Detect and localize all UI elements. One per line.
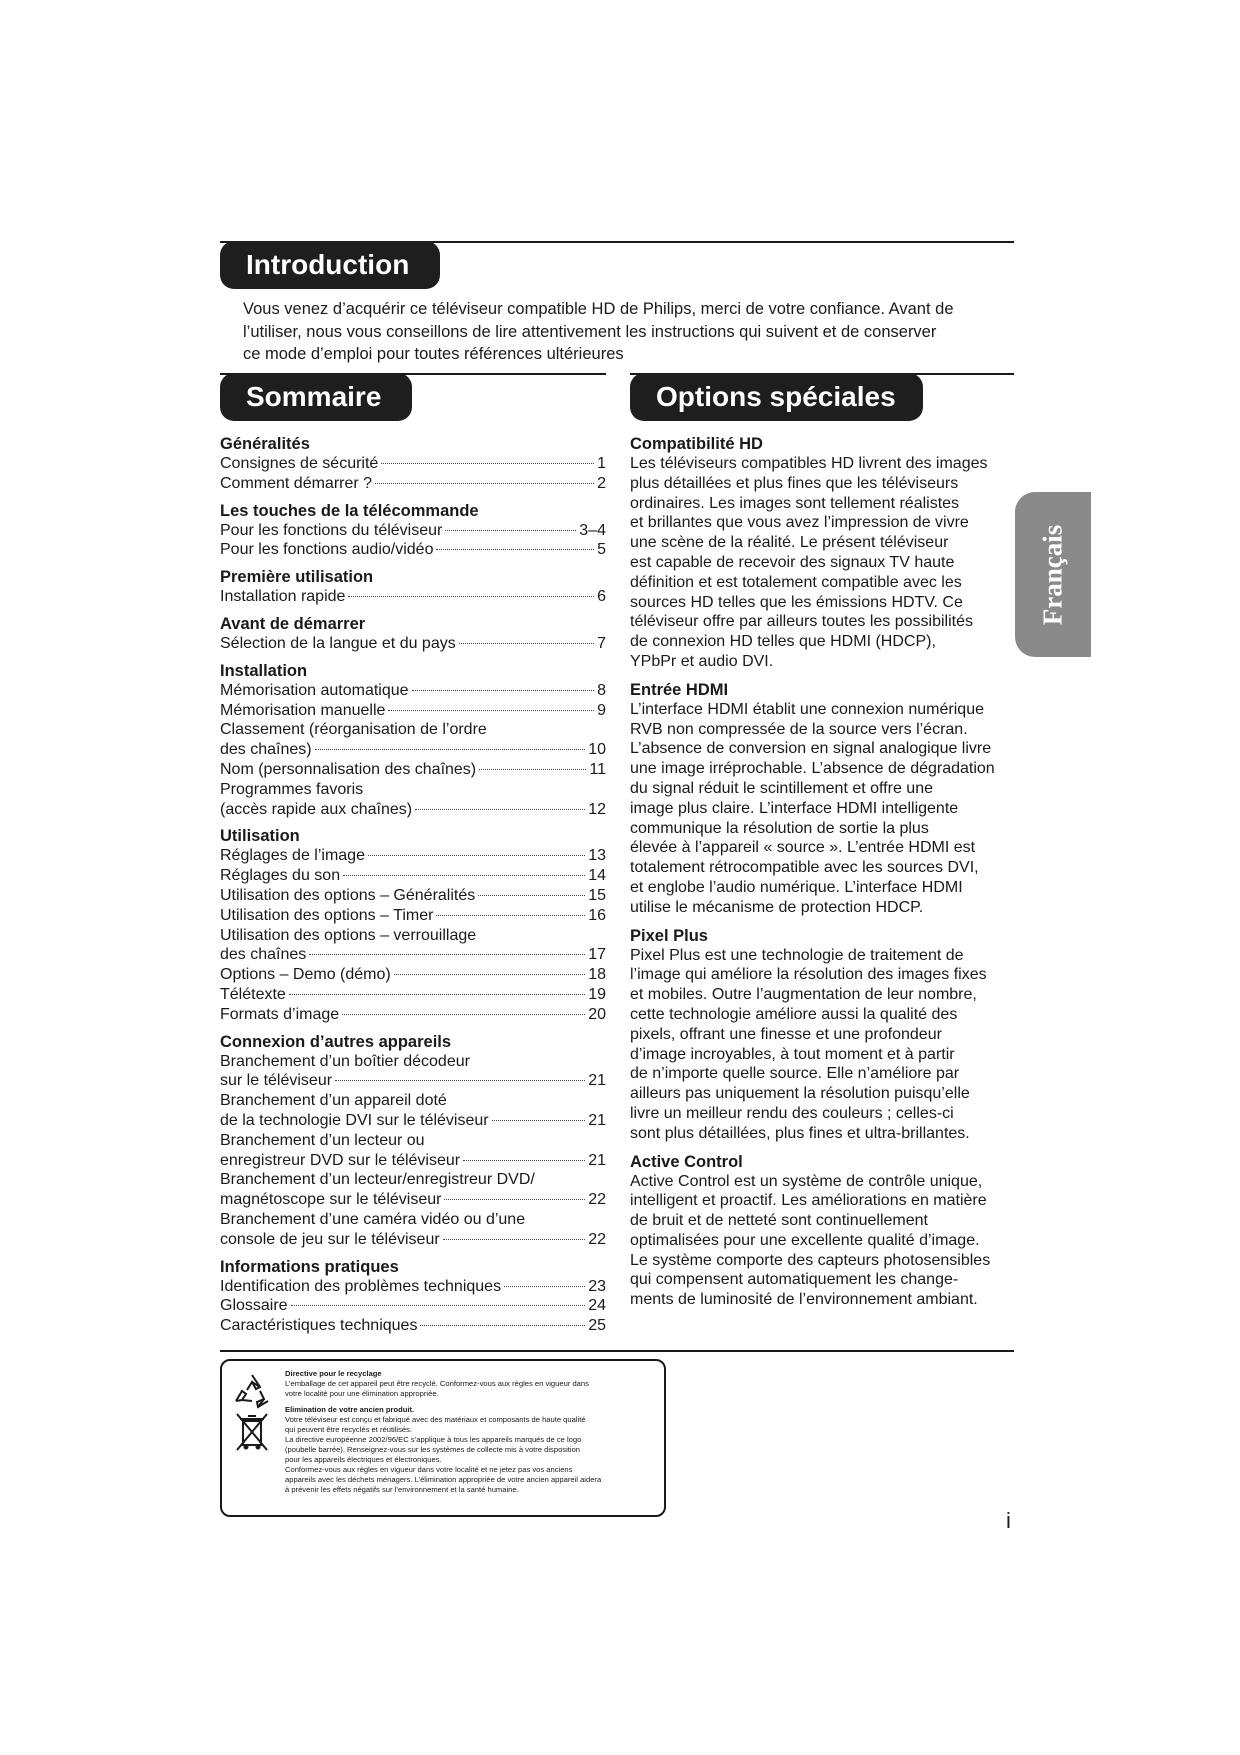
- option-line: image plus claire. L’interface HDMI intelligente: [630, 799, 959, 817]
- toc-leader-dots: [381, 463, 594, 464]
- toc-leader-dots: [436, 549, 594, 550]
- option-line: téléviseur offre par ailleurs toutes les possibilités: [630, 613, 973, 631]
- toc-page-number: 22: [588, 1230, 606, 1248]
- option-line: une scène de la réalité. Le présent téléviseur: [630, 534, 949, 552]
- option-paragraph: [630, 454, 1018, 672]
- recycling-line: appareils avec les déchets ménagers. L’élimination appropriée de votre ancien appareil aidera: [285, 1475, 602, 1484]
- toc-leader-dots: [315, 749, 586, 750]
- toc-entry: [220, 1277, 606, 1297]
- toc-entry-label: Sélection de la langue et du pays: [220, 634, 456, 652]
- toc-entry-line: Branchement d’une caméra vidéo ou d’une: [220, 1210, 526, 1228]
- toc-entry-label: Formats d’image: [220, 1005, 340, 1023]
- toc-entry-label: Glossaire: [220, 1297, 288, 1315]
- option-line: YPbPr et audio DVI.: [630, 652, 774, 670]
- toc-entry-label: Pour les fonctions audio/vidéo: [220, 541, 434, 559]
- recycling-notice: [220, 1359, 666, 1517]
- toc-leader-dots: [289, 994, 585, 995]
- toc-entry: [220, 1190, 606, 1210]
- recycling-line: Conformez-vous aux règles en vigueur dans votre localité et ne jetez pas vos anciens: [285, 1465, 573, 1474]
- toc-entry: [220, 985, 606, 1005]
- toc-entry: [220, 886, 606, 906]
- toc-entry: [220, 1005, 606, 1025]
- toc-entry-line: Branchement d’un lecteur ou: [220, 1131, 425, 1149]
- toc-leader-dots: [436, 915, 585, 916]
- toc-leader-dots: [375, 483, 594, 484]
- toc-entry-label: (accès rapide aux chaînes): [220, 800, 413, 818]
- toc-section: [220, 1032, 606, 1250]
- intro-line: l’utiliser, nous vous conseillons de lire attentivement les instructions qui suivent et de conserver: [243, 322, 937, 341]
- introduction-heading: Introduction: [220, 241, 440, 289]
- toc-page-number: 19: [588, 985, 606, 1003]
- toc-page-number: 5: [597, 541, 606, 559]
- toc-section-title: Connexion d’autres appareils: [220, 1032, 452, 1051]
- toc-entry: [220, 846, 606, 866]
- toc-page-number: 21: [588, 1111, 606, 1129]
- toc-entry: [220, 866, 606, 886]
- toc-page-number: 20: [588, 1005, 606, 1023]
- option-line: sont plus détaillées, plus fines et ultra-brillantes.: [630, 1124, 970, 1142]
- intro-line: Vous venez d’acquérir ce téléviseur compatible HD de Philips, merci de votre confiance. Avant de: [243, 300, 954, 318]
- recycling-title-2: Elimination de votre ancien produit.: [285, 1405, 415, 1414]
- toc-entry-label: Utilisation des options – Généralités: [220, 886, 476, 904]
- option-paragraph: [630, 946, 1018, 1144]
- intro-line: ce mode d’emploi pour toutes références ultérieures: [243, 345, 624, 363]
- toc-page-number: 25: [588, 1317, 606, 1335]
- toc-entry: [220, 945, 606, 965]
- recycling-line: à prévenir les effets négatifs sur l’environnement et la santé humaine.: [285, 1485, 519, 1494]
- bottom-rule: [220, 1350, 1014, 1352]
- option-line: communique la résolution de sortie la plus: [630, 819, 929, 837]
- toc-page-number: 14: [588, 867, 606, 885]
- toc-section-title: Première utilisation: [220, 568, 374, 587]
- toc-leader-dots: [342, 1014, 585, 1015]
- toc-entry-label: Utilisation des options – Timer: [220, 906, 434, 924]
- toc-entry-label: Identification des problèmes techniques: [220, 1277, 502, 1295]
- option-line: de n’importe quelle source. Elle n’améliore par: [630, 1065, 960, 1083]
- recycling-line: pour les appareils électriques et électroniques.: [285, 1455, 442, 1464]
- option-line: une image irréprochable. L’absence de dégradation: [630, 760, 995, 778]
- toc-entry-label: Mémorisation automatique: [220, 681, 409, 699]
- toc-section-title: Utilisation: [220, 827, 300, 846]
- recycling-line: (poubelle barrée). Renseignez-vous sur les systèmes de collecte mis à votre disposition: [285, 1445, 581, 1454]
- toc-entry: [220, 587, 606, 607]
- option-line: utilise le mécanisme de protection HDCP.: [630, 898, 924, 916]
- option-section: [630, 1152, 1018, 1311]
- option-line: est capable de recevoir des signaux TV haute: [630, 553, 955, 571]
- recycling-line: Votre téléviseur est conçu et fabriqué avec des matériaux et composants de haute qualité: [285, 1415, 586, 1424]
- toc-page-number: 10: [588, 741, 606, 759]
- toc-entry: [220, 965, 606, 985]
- option-line: L’interface HDMI établit une connexion numérique: [630, 700, 984, 718]
- options-heading: Options spéciales: [630, 373, 923, 421]
- recycling-title-1: Directive pour le recyclage: [285, 1369, 382, 1378]
- toc-entry-label: Caractéristiques techniques: [220, 1317, 418, 1335]
- toc-entry-label: de la technologie DVI sur le téléviseur: [220, 1111, 489, 1129]
- option-line: du signal réduit le scintillement et offre une: [630, 779, 933, 797]
- toc-entry-label: Mémorisation manuelle: [220, 701, 386, 719]
- option-title: Compatibilité HD: [630, 435, 763, 453]
- toc-section-title: Généralités: [220, 435, 310, 453]
- toc-entry-label: des chaînes: [220, 946, 307, 964]
- option-line: l’image qui améliore la résolution des images fixes: [630, 966, 987, 984]
- toc-section-title: Informations pratiques: [220, 1257, 399, 1276]
- option-line: livre un meilleur rendu des couleurs ; celles-ci: [630, 1104, 954, 1122]
- toc-leader-dots: [394, 974, 585, 975]
- toc-entry: [220, 701, 606, 721]
- option-title: Pixel Plus: [630, 926, 708, 945]
- toc-entry-label: des chaînes): [220, 741, 312, 759]
- intro-paragraph: [243, 298, 1013, 366]
- option-line: qui compensent automatiquement les change-: [630, 1271, 959, 1289]
- toc-section: [220, 434, 606, 494]
- toc-page-number: 21: [588, 1151, 606, 1169]
- option-paragraph: [630, 700, 1018, 918]
- toc-page-number: 1: [597, 455, 606, 472]
- recycling-line: votre localité pour une élimination appropriée.: [285, 1389, 439, 1398]
- recycling-line: qui peuvent être recyclés et réutilisés.: [285, 1425, 413, 1434]
- toc-entry: [220, 1111, 606, 1131]
- option-line: ments de luminosité de l’environnement ambiant.: [630, 1291, 978, 1309]
- toc-entry-line: Branchement d’un appareil doté: [220, 1092, 447, 1110]
- toc-leader-dots: [415, 809, 585, 810]
- toc-entry-label: Options – Demo (démo): [220, 966, 391, 984]
- option-line: intelligent et proactif. Les améliorations en matière: [630, 1192, 987, 1210]
- toc-leader-dots: [291, 1305, 586, 1306]
- option-line: L’absence de conversion en signal analogique livre: [630, 740, 992, 758]
- toc-page-number: 6: [597, 588, 606, 606]
- toc-entry-line: Utilisation des options – verrouillage: [220, 926, 477, 944]
- toc-entry-label: console de jeu sur le téléviseur: [220, 1230, 440, 1248]
- toc-entry: [220, 634, 606, 654]
- toc-page-number: 2: [597, 474, 606, 492]
- toc-page-number: 13: [588, 847, 606, 865]
- toc-leader-dots: [504, 1286, 585, 1287]
- toc-entry: [220, 681, 606, 701]
- toc-page-number: 12: [588, 800, 606, 818]
- toc-leader-dots: [309, 954, 585, 955]
- toc-leader-dots: [348, 596, 594, 597]
- toc-entry: [220, 521, 606, 541]
- option-section: [630, 434, 1018, 672]
- toc-entry-label: Installation rapide: [220, 588, 346, 606]
- option-paragraph: [630, 1172, 1018, 1311]
- option-line: Pixel Plus est une technologie de traitement de: [630, 946, 964, 964]
- recycling-text: [285, 1369, 661, 1495]
- toc-entry-label: Nom (personnalisation des chaînes): [220, 760, 477, 778]
- toc-leader-dots: [412, 690, 595, 691]
- toc-entry-line: Branchement d’un boîtier décodeur: [220, 1052, 470, 1070]
- toc-leader-dots: [444, 1199, 585, 1200]
- toc-entry-label: sur le téléviseur: [220, 1072, 333, 1090]
- toc-entry: [220, 454, 606, 474]
- option-line: ailleurs pas uniquement la résolution puisqu’elle: [630, 1085, 970, 1103]
- toc-leader-dots: [445, 530, 576, 531]
- toc-entry-label: Pour les fonctions du téléviseur: [220, 521, 443, 539]
- toc-page-number: 16: [588, 906, 606, 924]
- recycling-line: L’emballage de cet appareil peut être recyclé. Conformez-vous aux règles en vigueur dans: [285, 1379, 589, 1388]
- toc-leader-dots: [335, 1080, 585, 1081]
- option-line: d’image incroyables, à tout moment et à partir: [630, 1045, 955, 1063]
- toc-leader-dots: [443, 1239, 586, 1240]
- toc-entry: [220, 1296, 606, 1316]
- option-title: Active Control: [630, 1152, 743, 1171]
- toc-entry-label: Télétexte: [220, 985, 286, 1003]
- option-line: et mobiles. Outre l’augmentation de leur nombre,: [630, 986, 977, 1004]
- option-line: Les téléviseurs compatibles HD livrent des images: [630, 455, 988, 472]
- option-line: Le système comporte des capteurs photosensibles: [630, 1251, 991, 1269]
- option-line: totalement rétrocompatible avec les sources DVI,: [630, 859, 979, 877]
- toc-page-number: 17: [588, 946, 606, 964]
- toc-page-number: 21: [588, 1072, 606, 1090]
- toc-section: [220, 614, 606, 654]
- option-line: et englobe l’audio numérique. L’interface HDMI: [630, 878, 963, 896]
- toc-entry: [220, 760, 606, 780]
- language-tab-label: Français: [1037, 524, 1068, 625]
- special-options: [630, 434, 1018, 1318]
- option-line: RVB non compressée de la source vers l’écran.: [630, 720, 968, 738]
- toc-page-number: 23: [588, 1277, 606, 1295]
- toc-leader-dots: [492, 1120, 586, 1121]
- option-line: Active Control est un système de contrôle unique,: [630, 1172, 983, 1190]
- option-line: cette technologie améliore aussi la qualité des: [630, 1005, 958, 1023]
- toc-entry-line: Programmes favoris: [220, 780, 364, 798]
- toc-page-number: 9: [597, 701, 606, 719]
- toc-leader-dots: [463, 1160, 585, 1161]
- toc-leader-dots: [478, 895, 585, 896]
- toc-section-title: Installation: [220, 661, 308, 680]
- toc-page-number: 18: [588, 966, 606, 984]
- toc-entry-label: magnétoscope sur le téléviseur: [220, 1191, 442, 1209]
- toc-leader-dots: [368, 855, 585, 856]
- option-line: de bruit et de netteté sont continuellement: [630, 1212, 928, 1230]
- page-number: i: [1006, 1508, 1011, 1533]
- toc-entry-label: enregistreur DVD sur le téléviseur: [220, 1151, 461, 1169]
- option-section: [630, 680, 1018, 918]
- toc-page-number: 22: [588, 1191, 606, 1209]
- toc-leader-dots: [343, 875, 585, 876]
- toc-leader-dots: [459, 643, 594, 644]
- toc-leader-dots: [388, 710, 594, 711]
- toc-section-title: Avant de démarrer: [220, 614, 366, 633]
- toc-entry: [220, 1071, 606, 1091]
- toc-entry-label: Réglages de l’image: [220, 847, 365, 865]
- option-line: et brillantes que vous avez l’impression de vivre: [630, 514, 969, 532]
- toc-entry-line: Branchement d’un lecteur/enregistreur DVD/: [220, 1171, 535, 1189]
- option-line: optimalisées pour une excellente qualité d’image.: [630, 1231, 980, 1249]
- table-of-contents: [220, 434, 606, 1336]
- toc-page-number: 11: [589, 760, 606, 778]
- toc-entry: [220, 906, 606, 926]
- language-tab: [1015, 492, 1091, 657]
- toc-section: [220, 661, 606, 820]
- toc-entry-line: Classement (réorganisation de l’ordre: [220, 721, 487, 739]
- option-line: plus détaillées et plus fines que les téléviseurs: [630, 474, 959, 492]
- toc-entry-label: Réglages du son: [220, 867, 341, 885]
- toc-page-number: 3–4: [579, 521, 606, 539]
- option-line: pixels, offrant une finesse et une profondeur: [630, 1025, 942, 1043]
- recycle-icon: [230, 1371, 274, 1411]
- option-section: [630, 926, 1018, 1144]
- option-line: sources HD telles que les émissions HDTV. Ce: [630, 593, 963, 611]
- option-line: définition et est totalement compatible avec les: [630, 573, 962, 591]
- toc-page-number: 15: [588, 886, 606, 904]
- toc-section: [220, 1257, 606, 1336]
- toc-entry: [220, 1230, 606, 1250]
- sommaire-heading: Sommaire: [220, 373, 412, 421]
- crossed-bin-icon: [234, 1411, 270, 1453]
- toc-entry: [220, 740, 606, 760]
- toc-section-title: Les touches de la télécommande: [220, 501, 479, 520]
- toc-leader-dots: [479, 769, 586, 770]
- toc-entry: [220, 1151, 606, 1171]
- option-title: Entrée HDMI: [630, 680, 729, 699]
- toc-page-number: 7: [597, 634, 606, 652]
- option-line: élevée à l’appareil « source ». L’entrée HDMI est: [630, 839, 976, 857]
- option-line: ordinaires. Les images sont tellement réalistes: [630, 494, 960, 512]
- toc-page-number: 24: [588, 1297, 606, 1315]
- toc-entry-label: Consignes de sécurité: [220, 455, 379, 472]
- recycling-line: La directive européenne 2002/96/EC s’applique à tous les appareils marqués de ce logo: [285, 1435, 582, 1444]
- toc-entry: [220, 1316, 606, 1336]
- toc-page-number: 8: [597, 681, 606, 699]
- toc-leader-dots: [420, 1325, 585, 1326]
- toc-section: [220, 567, 606, 607]
- toc-entry: [220, 474, 606, 494]
- toc-section: [220, 826, 606, 1024]
- toc-entry: [220, 540, 606, 560]
- toc-entry-label: Comment démarrer ?: [220, 474, 373, 492]
- option-line: de connexion HD telles que HDMI (HDCP),: [630, 633, 936, 651]
- toc-section: [220, 501, 606, 561]
- toc-entry: [220, 800, 606, 820]
